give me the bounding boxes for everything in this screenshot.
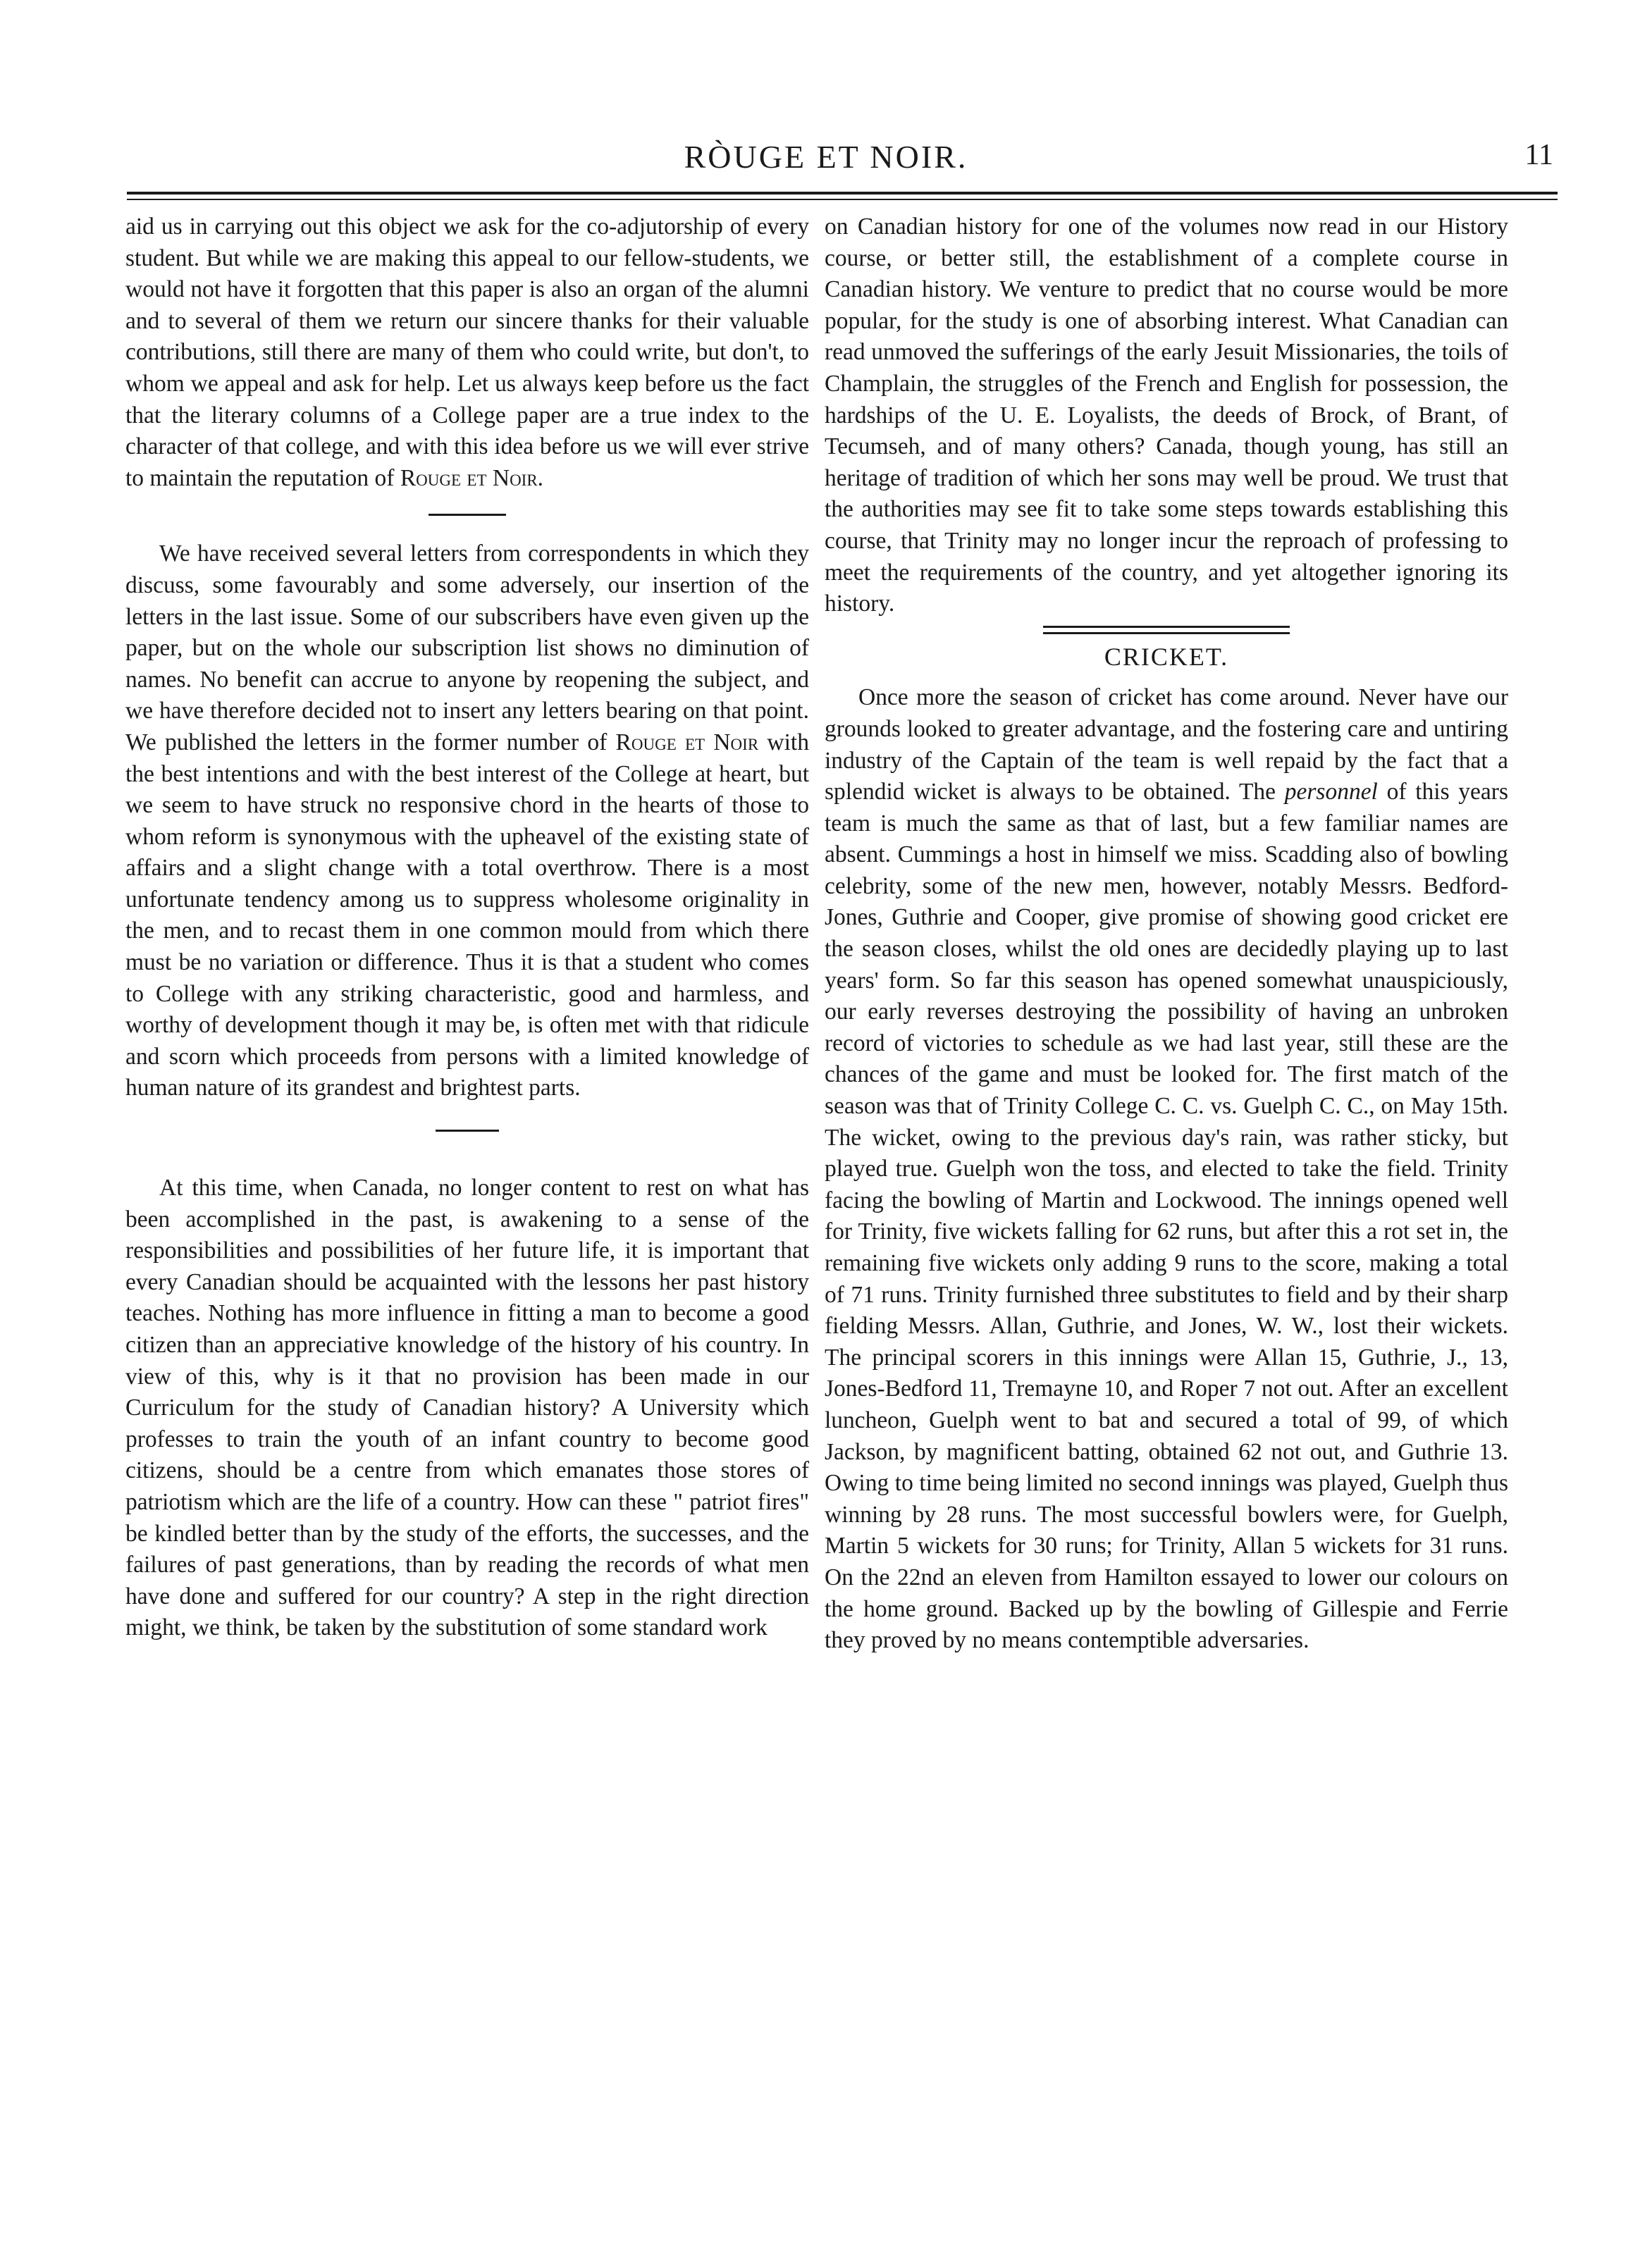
letters-text-b: with the best intentions and with the best interest of the College at heart, but we seem to have struck no responsive chord in the hearts of those to whom reform is synonymous with the upheavel of the existing state of affairs and a slight change with a total overthrow. There is a most unfortunate tendency among us to suppress wholesome originality in the men, and to recast them in one common mould from which there must be no variation or difference. Thus it is that a student who comes to College with any striking characteristic, good and harmless, and worthy of development though it may be, is often met with that ridicule and scorn which proceeds from persons with a limited knowledge of human nature of its grandest and brightest parts. <box>125 729 809 1101</box>
section-separator <box>429 514 506 516</box>
paper-name: Rouge et Noir <box>615 729 759 755</box>
right-column <box>825 211 1508 1657</box>
paragraph-letters <box>125 538 809 1104</box>
paragraph-alumni-appeal <box>125 211 809 494</box>
heading-double-rule <box>1043 626 1290 634</box>
paragraph-canadian-history: At this time, when Canada, no longer content to rest on what has been accomplished in the past, is awakening to a sense of the responsibilities and possibilities of her future life, it is important that every Canadian should be acquainted with the lessons her past history teaches. Nothing has more influence in fitting a man to become a good citizen than an appreciative knowledge of the history of his country. In view of this, why is it that no provision has been made in our Curriculum for the study of Canadian history? A University which professes to train the youth of an infant country to become good citizens, should be a centre from which emanates those stores of patriotism which are the life of a country. How can these " patriot fires" be kindled better than by the study of the efforts, the successes, and the failures of past generations, than by reading the records of what men have done and suffered for our country? A step in the right direction might, we think, be taken by the substitution of some standard work <box>125 1175 809 1641</box>
cricket-heading: CRICKET. <box>1104 642 1229 671</box>
header-rule-thin <box>127 199 1558 200</box>
paragraph-canadian-history-cont: on Canadian history for one of the volumes now read in our History course, or better still, the establishment of a complete course in Canadian history. We venture to predict that no course would be more popular, for the study is one of absorbing interest. What Canadian can read unmoved the sufferings of the early Jesuit Missionaries, the toils of Champlain, the struggles of the French and English for possession, the hardships of the U. E. Loyalists, the deeds of Brock, of Brant, of Tecumseh, and of many others? Canada, though young, has still an heritage of tradition of which her sons may well be proud. We trust that the authorities may see fit to take some steps towards establishing this course, that Trinity may no longer incur the reproach of professing to meet the requirements of the country, and yet altogether ignoring its history. <box>825 214 1508 617</box>
paragraph-cricket <box>825 682 1508 1656</box>
running-title: RÒUGE ET NOIR. <box>684 139 968 175</box>
page-number: 11 <box>1524 139 1553 171</box>
rule-line <box>1043 632 1290 634</box>
paper-name: Rouge et Noir. <box>400 464 544 491</box>
section-separator <box>436 1130 499 1132</box>
header-rule-thick <box>127 192 1558 194</box>
italic-personnel: personnel <box>1284 779 1378 805</box>
rule-line <box>1043 626 1290 628</box>
letters-text-a: We have received several letters from correspondents in which they discuss, some favourably and some adversely, our insertion of the letters in the last issue. Some of our subscribers have even given up the paper, but on the whole our subscription list shows no diminution of names. No benefit can accrue to anyone by reopening the subject, and we have therefore decided not to insert any letters bearing on that point. We published the letters in the former number of <box>125 540 809 755</box>
cricket-text-b: of this years team is much the same as that of last, but a few familiar names are absent. Cummings a host in himself we miss. Scadding also of bowling celebrity, some of the new men, however, notably Messrs. Bedford-Jones, Guthrie and Cooper, give promise of showing good cricket ere the season closes, whilst the old ones are decidedly playing up to last years' form. So far this season has opened somewhat unauspiciously, our early reverses destroying the possibility of having an unbroken record of victories to schedule as we had last year, still these are the chances of the game and must be looked for. The first match of the season was that of Trinity College C. C. vs. Guelph C. C., on May 15th. The wicket, owing to the previous day's rain, was rather sticky, but played true. Guelph won the toss, and elected to take the field. Trinity facing the bowling of Martin and Lockwood. The innings opened well for Trinity, five wickets falling for 62 runs, but after this a rot set in, the remaining five wickets only adding 9 runs to the score, making a total of 71 runs. Trinity furnished three substitutes to field and by their sharp fielding Messrs. Allan, Guthrie, and Jones, W. W., lost their wickets. The principal scorers in this innings were Allan 15, Guthrie, J., 13, Jones-Bedford 11, Tremayne 10, and Roper 7 not out. After an excellent luncheon, Guelph went to bat and secured a total of 99, of which Jackson, by magnificent batting, obtained 62 not out, and Guthrie 13. Owing to time being limited no second innings was played, Guelph thus winning by 28 runs. The most successful bowlers were, for Guelph, Martin 5 wickets for 30 runs; for Trinity, Allan 5 wickets for 31 runs. On the 22nd an eleven from Hamilton essayed to lower our colours on the home ground. Backed up by the bowling of Gillespie and Ferrie they proved by no means contemptible adversaries. <box>825 779 1508 1654</box>
alumni-appeal-text: aid us in carrying out this object we ask for the co-adjutorship of every student. But while we are making this appeal to our fellow-students, we would not have it forgotten that this paper is also an organ of the alumni and to several of them we return our sincere thanks for their valuable contributions, still there are many of them who could write, but don't, to whom we appeal and ask for help. Let us always keep before us the fact that the literary columns of a College paper are a true index to the character of that college, and with this idea before us we will ever strive to maintain the reputation of <box>125 214 809 491</box>
cricket-text-a: Once more the season of cricket has come around. Never have our grounds looked to greater advantage, and the fostering care and untiring industry of the Captain of the team is well repaid by the fact that a splendid wicket is always to be obtained. The <box>825 684 1508 805</box>
left-column <box>125 211 809 1644</box>
page-header <box>0 138 1652 180</box>
